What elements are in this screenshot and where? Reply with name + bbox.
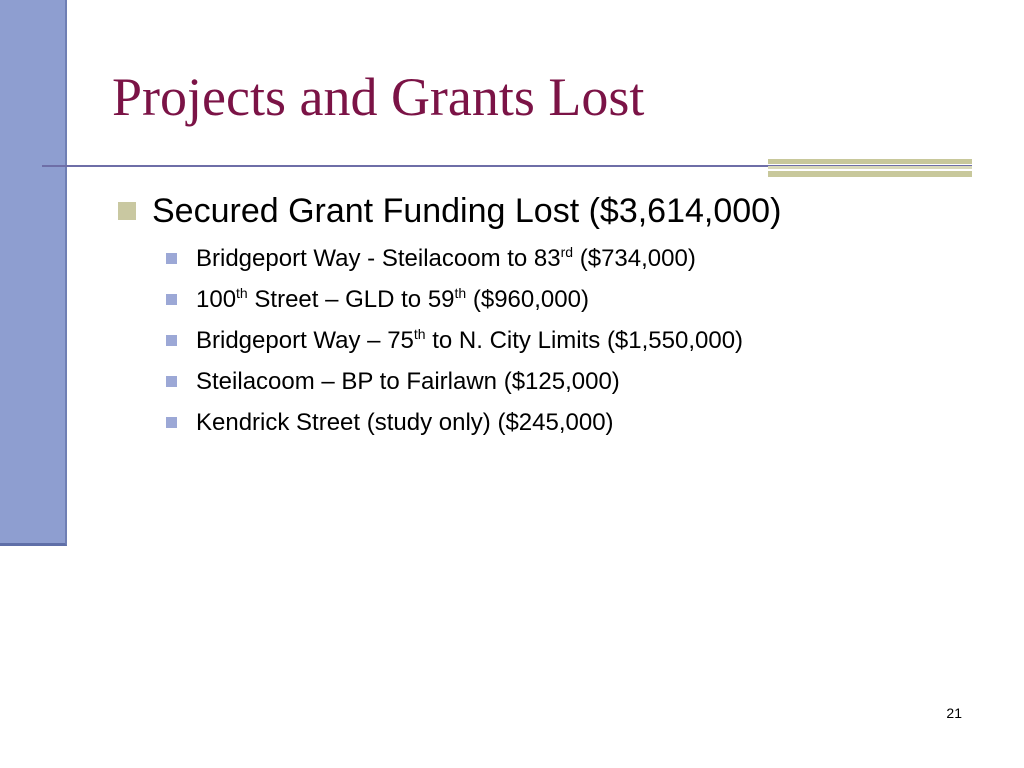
sub-bullet-text: Steilacoom – BP to Fairlawn ($125,000) [196,368,620,395]
accent-stripe [768,159,972,164]
square-bullet-icon [166,253,177,264]
sub-bullet-item [166,402,998,443]
slide-page-number: 21 [946,705,962,721]
bullet-main [118,190,998,232]
bullet-main-text: Secured Grant Funding Lost ($3,614,000) [152,192,782,230]
sub-bullet-text: Street – GLD to 59 [247,286,455,313]
square-bullet-icon [118,202,136,220]
accent-stripe [768,171,972,177]
accent-stripe [768,166,972,169]
ordinal-suffix: th [413,326,426,342]
ordinal-suffix: th [236,285,248,301]
square-bullet-icon [166,376,177,387]
sub-bullet-item [166,361,998,402]
sub-bullet-list [118,238,998,443]
sub-bullet-text: ($734,000) [573,245,696,272]
sub-bullet-item [166,320,998,361]
slide-body [118,190,998,443]
square-bullet-icon [166,335,177,346]
sub-bullet-text: Bridgeport Way - Steilacoom to 83 [196,245,561,272]
square-bullet-icon [166,417,177,428]
sub-bullet-text: Kendrick Street (study only) ($245,000) [196,409,614,436]
slide-title: Projects and Grants Lost [112,67,645,127]
title-accent-stripes [768,157,972,179]
ordinal-suffix: rd [560,244,574,260]
sub-bullet-item [166,279,998,320]
sub-bullet-text: 100 [196,286,237,313]
sub-bullet-item [166,238,998,279]
square-bullet-icon [166,294,177,305]
sub-bullet-text: Bridgeport Way – 75 [196,327,414,354]
left-decorative-bar [0,0,67,546]
sub-bullet-text: ($960,000) [466,286,589,313]
sub-bullet-text: to N. City Limits ($1,550,000) [425,327,744,354]
ordinal-suffix: th [454,285,467,301]
